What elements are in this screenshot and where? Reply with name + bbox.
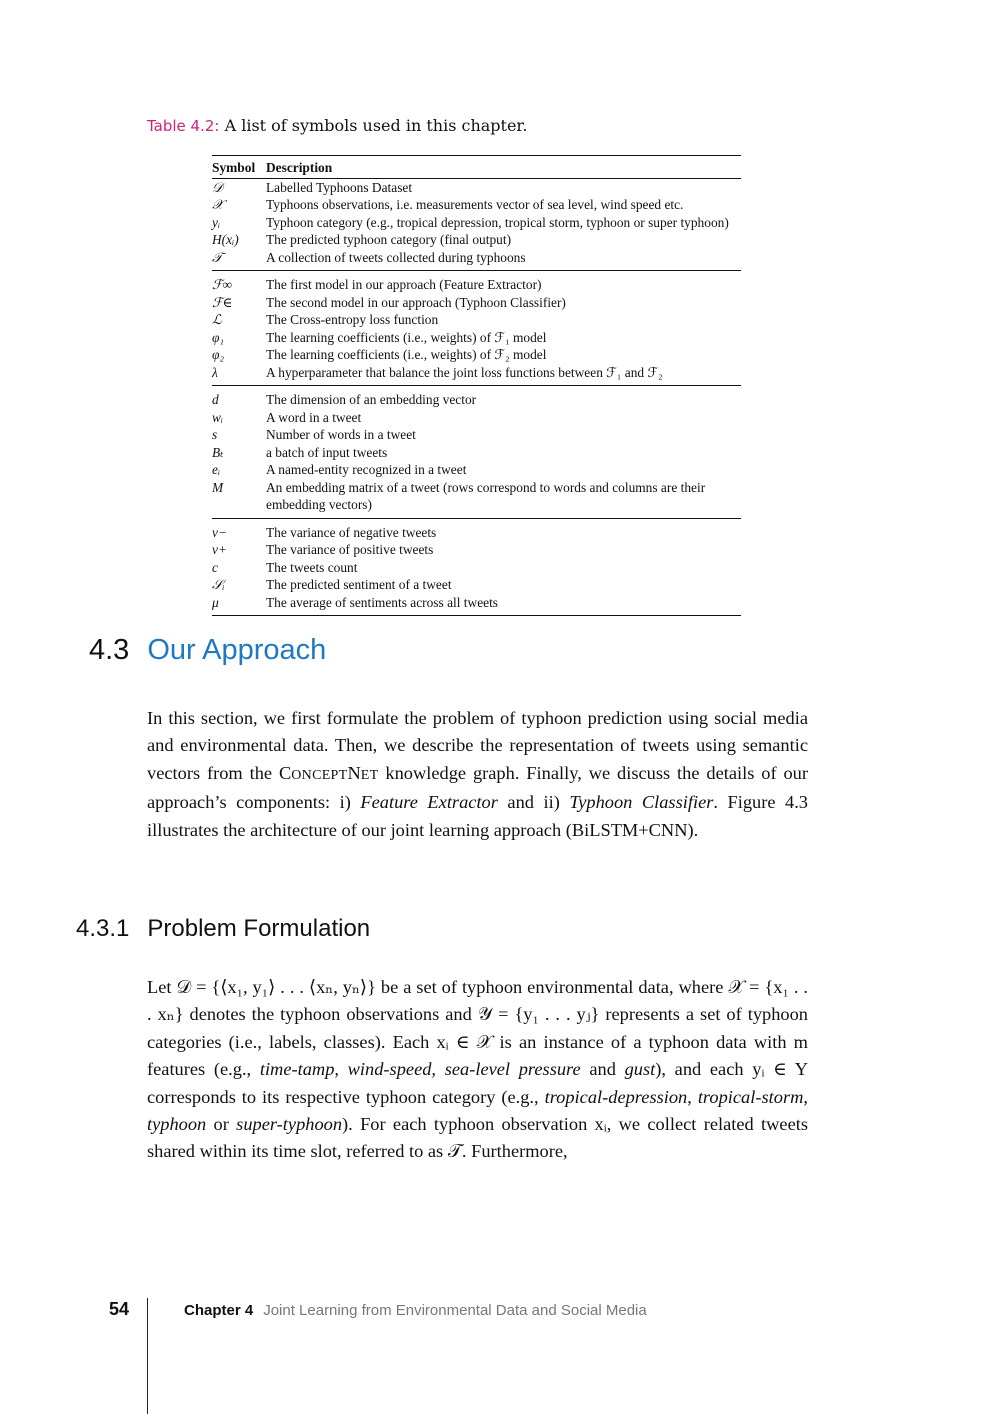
conceptnet-name: ONCEPT xyxy=(291,767,348,783)
text-run: In this section, we first formulate the problem of typhoon prediction using social media and environmental data. Then, we describe the representation of tweets using semantic vectors from the xyxy=(147,708,808,783)
description-cell: A hyperparameter that balance the joint loss functions between ℱ₁ and ℱ₂ xyxy=(266,364,741,386)
symbol-cell: c xyxy=(212,559,218,575)
table-row xyxy=(212,518,741,541)
table-row xyxy=(212,409,741,427)
description-cell: Typhoon category (e.g., tropical depression, tropical storm, typhoon or super typhoon) xyxy=(266,214,729,230)
description-cell: The Cross-entropy loss function xyxy=(266,312,439,327)
symbol-cell: wᵢ xyxy=(212,409,224,425)
table-row xyxy=(212,559,741,577)
emphasis: tropical-storm xyxy=(697,1086,804,1107)
table-row xyxy=(212,329,741,347)
conceptnet-name: ET xyxy=(360,767,379,783)
description-cell: a batch of input tweets xyxy=(266,444,388,460)
symbol-cell: H(xᵢ) xyxy=(212,232,239,247)
symbol-cell: ℒ xyxy=(212,312,222,327)
section-title: Our Approach xyxy=(147,634,327,666)
symbol-cell: eᵢ xyxy=(212,462,221,477)
description-cell: Number of words in a tweet xyxy=(266,427,416,442)
table-row xyxy=(212,364,741,386)
symbol-cell: v− xyxy=(212,524,227,540)
emphasis: Typhoon Classifier xyxy=(569,792,714,813)
text-run: . Figure 4.3 illustrates the architecture of our joint learning approach (BiLSTM+CNN). xyxy=(147,792,808,840)
emphasis: Feature Extractor xyxy=(360,792,498,813)
description-cell: The variance of negative tweets xyxy=(266,524,437,540)
description-cell: A word in a tweet xyxy=(266,409,362,425)
description-cell: A collection of tweets collected during typhoons xyxy=(266,249,741,271)
table-row xyxy=(212,541,741,559)
symbol-cell: v+ xyxy=(212,542,227,557)
symbol-cell: φ₂ xyxy=(212,347,225,362)
table-row xyxy=(212,576,741,594)
description-cell: The dimension of an embedding vector xyxy=(266,392,477,407)
subsection-number: 4.3.1 xyxy=(76,915,130,942)
table-row xyxy=(212,479,741,519)
table-row xyxy=(212,311,741,329)
table-row xyxy=(212,294,741,312)
header-description: Description xyxy=(266,156,741,179)
table-row xyxy=(212,231,741,249)
description-cell: The predicted typhoon category (final output) xyxy=(266,232,512,247)
text-run: , xyxy=(687,1086,698,1107)
table-row xyxy=(212,461,741,479)
description-cell: The learning coefficients (i.e., weights) of ℱ₂ model xyxy=(266,347,547,362)
table-row xyxy=(212,249,741,271)
text-run: ), and each yᵢ ∈ Y corresponds to its respective typhoon category (e.g., xyxy=(147,1059,809,1107)
text-run: and ii) xyxy=(497,792,570,813)
description-cell: Typhoons observations, i.e. measurements vector of sea level, wind speed etc. xyxy=(266,197,684,212)
symbol-cell: 𝒳 xyxy=(212,197,224,212)
table-row xyxy=(212,196,741,214)
table-row xyxy=(212,426,741,444)
running-footer xyxy=(184,1302,647,1319)
description-cell: The second model in our approach (Typhoon Classifier) xyxy=(266,294,566,310)
text-run: ). For each typhoon observation xᵢ, we collect related tweets shared within its time slot, referred to as 𝒯. Furthermore, xyxy=(147,1114,809,1162)
table-row xyxy=(212,594,741,616)
page-number: 54 xyxy=(109,1299,130,1319)
symbol-cell: 𝒮ᵢ xyxy=(212,577,225,592)
table-row xyxy=(212,178,741,196)
section-heading xyxy=(89,634,326,667)
text-run: , xyxy=(803,1086,808,1107)
conceptnet-name: C xyxy=(278,762,292,783)
emphasis: gust xyxy=(624,1059,656,1080)
subsection-title: Problem Formulation xyxy=(147,915,371,942)
symbol-cell: φ₁ xyxy=(212,329,225,345)
footer-divider xyxy=(147,1298,148,1414)
symbol-cell: Bₜ xyxy=(212,444,224,460)
symbol-cell: d xyxy=(212,392,219,407)
description-cell: The learning coefficients (i.e., weights) of ℱ₁ model xyxy=(266,329,547,345)
description-cell: A named-entity recognized in a tweet xyxy=(266,462,467,477)
symbol-cell: ℱ∈ xyxy=(212,294,233,310)
table-caption-text: A list of symbols used in this chapter. xyxy=(224,116,528,135)
description-cell: The variance of positive tweets xyxy=(266,542,434,557)
symbol-cell: 𝒯 xyxy=(212,249,266,271)
emphasis: time-tamp, wind-speed, sea-level pressure xyxy=(259,1059,581,1080)
conceptnet-name: N xyxy=(347,762,361,783)
table-row xyxy=(212,444,741,462)
text-run: Let 𝒟 = {⟨x₁, y₁⟩ . . . ⟨xₙ, yₙ⟩} be a set of typhoon environmental data, where 𝒳 = {x₁ . . . xₙ} denotes the typhoon observations and 𝒴 = {y₁ . . . yⱼ} represents a set of typhoon categories (i.e., labels, classes). Each xᵢ ∈ 𝒳 is an instance of a typhoon data with m features (e.g., xyxy=(147,977,808,1080)
symbol-cell: M xyxy=(212,479,266,519)
symbol-cell: μ xyxy=(212,594,266,616)
table-row xyxy=(212,346,741,364)
text-run: and xyxy=(580,1059,625,1080)
description-cell: An embedding matrix of a tweet (rows correspond to words and columns are their embedding vectors) xyxy=(266,479,741,519)
symbol-cell: λ xyxy=(212,364,266,386)
emphasis: super-typhoon xyxy=(236,1114,343,1135)
section-number: 4.3 xyxy=(89,634,130,666)
emphasis: typhoon xyxy=(147,1114,207,1135)
symbol-cell: ℱ∞ xyxy=(212,277,233,292)
description-cell: The average of sentiments across all tweets xyxy=(266,594,741,616)
symbol-cell: yᵢ xyxy=(212,214,221,230)
text-run: knowledge graph. Finally, we discuss the details of our approach’s components: i) xyxy=(147,762,808,813)
description-cell: The tweets count xyxy=(266,559,358,575)
symbol-cell: 𝒟 xyxy=(212,179,223,195)
emphasis: tropical-depression xyxy=(544,1086,688,1107)
symbol-cell: s xyxy=(212,427,218,442)
symbols-table xyxy=(212,155,741,616)
chapter-label: Chapter 4 xyxy=(184,1302,254,1319)
table-row xyxy=(212,386,741,409)
description-cell: The predicted sentiment of a tweet xyxy=(266,577,452,592)
problem-formulation-paragraph xyxy=(147,974,808,1166)
description-cell: Labelled Typhoons Dataset xyxy=(266,179,413,195)
chapter-title: Joint Learning from Environmental Data and Social Media xyxy=(263,1302,647,1319)
text-run: or xyxy=(206,1114,237,1135)
table-caption xyxy=(147,116,527,135)
subsection-heading xyxy=(76,915,370,943)
table-row xyxy=(212,271,741,294)
table-row xyxy=(212,214,741,232)
table-label: Table 4.2: xyxy=(147,117,220,135)
approach-paragraph xyxy=(147,705,808,844)
header-symbol: Symbol xyxy=(212,156,266,179)
description-cell: The first model in our approach (Feature Extractor) xyxy=(266,277,542,292)
